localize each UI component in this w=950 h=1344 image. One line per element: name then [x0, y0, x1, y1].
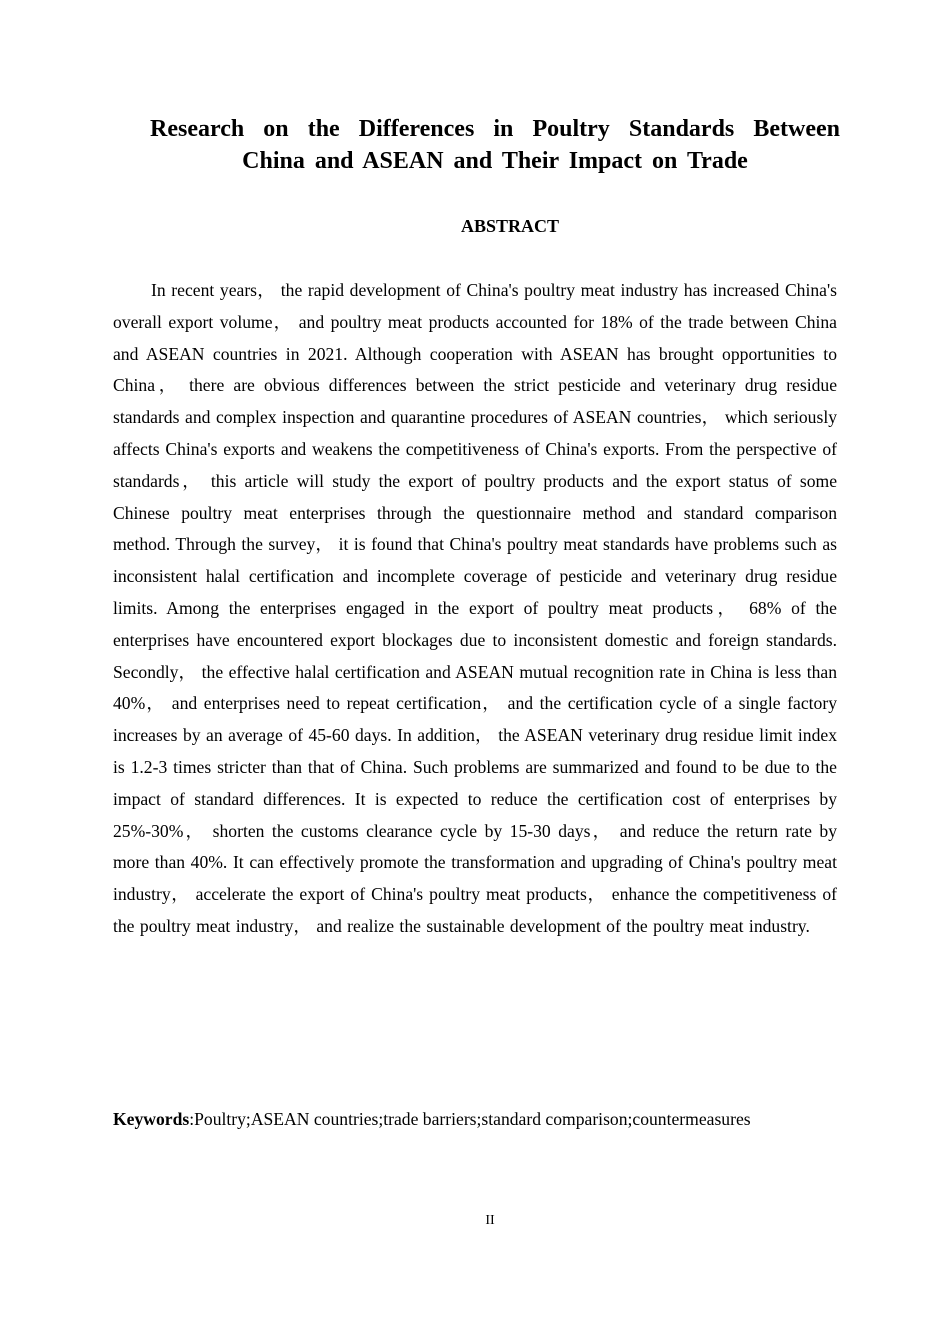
keywords-line — [113, 1106, 873, 1132]
paper-title: Research on the Differences in Poultry Standards Between China and ASEAN and Their Impact on Trade — [150, 116, 840, 174]
keywords-list: :Poultry;ASEAN countries;trade barriers;standard comparison;countermeasures — [189, 1109, 751, 1129]
page-number: II — [485, 1213, 495, 1228]
abstract-body: In recent years， the rapid development of China's poultry meat industry has increased China's overall export volume， and poultry meat products accounted for 18% of the trade between China and ASEAN countries in 2021. Although cooperation with ASEAN has brought opportunities to China， there are obvious differences between the strict pesticide and veterinary drug residue standards and complex inspection and quarantine procedures of ASEAN countries， which seriously affects China's exports and weakens the competitiveness of China's exports. From the perspective of standards， this article will study the export of poultry products and the export status of some Chinese poultry meat enterprises through the questionnaire method and standard comparison method. Through the survey， it is found that China's poultry meat standards have problems such as inconsistent halal certification and incomplete coverage of pesticide and veterinary drug residue limits. Among the enterprises engaged in the export of poultry meat products， 68% of the enterprises have encountered export blockages due to inconsistent domestic and foreign standards. Secondly， the effective halal certification and ASEAN mutual recognition rate in China is less than 40%， and enterprises need to repeat certification， and the certification cycle of a single factory increases by an average of 45-60 days. In addition， the ASEAN veterinary drug residue limit index is 1.2-3 times stricter than that of China. Such problems are summarized and found to be due to the impact of standard differences. It is expected to reduce the certification cost of enterprises by 25%-30%， shorten the customs clearance cycle by 15-30 days， and reduce the return rate by more than 40%. It can effectively promote the transformation and upgrading of China's poultry meat industry， accelerate the export of China's poultry meat products， enhance the competitiveness of the poultry meat industry， and realize the sustainable development of the poultry meat industry. — [113, 280, 837, 936]
keywords-label: Keywords — [113, 1109, 190, 1129]
abstract-heading: ABSTRACT — [460, 216, 560, 236]
